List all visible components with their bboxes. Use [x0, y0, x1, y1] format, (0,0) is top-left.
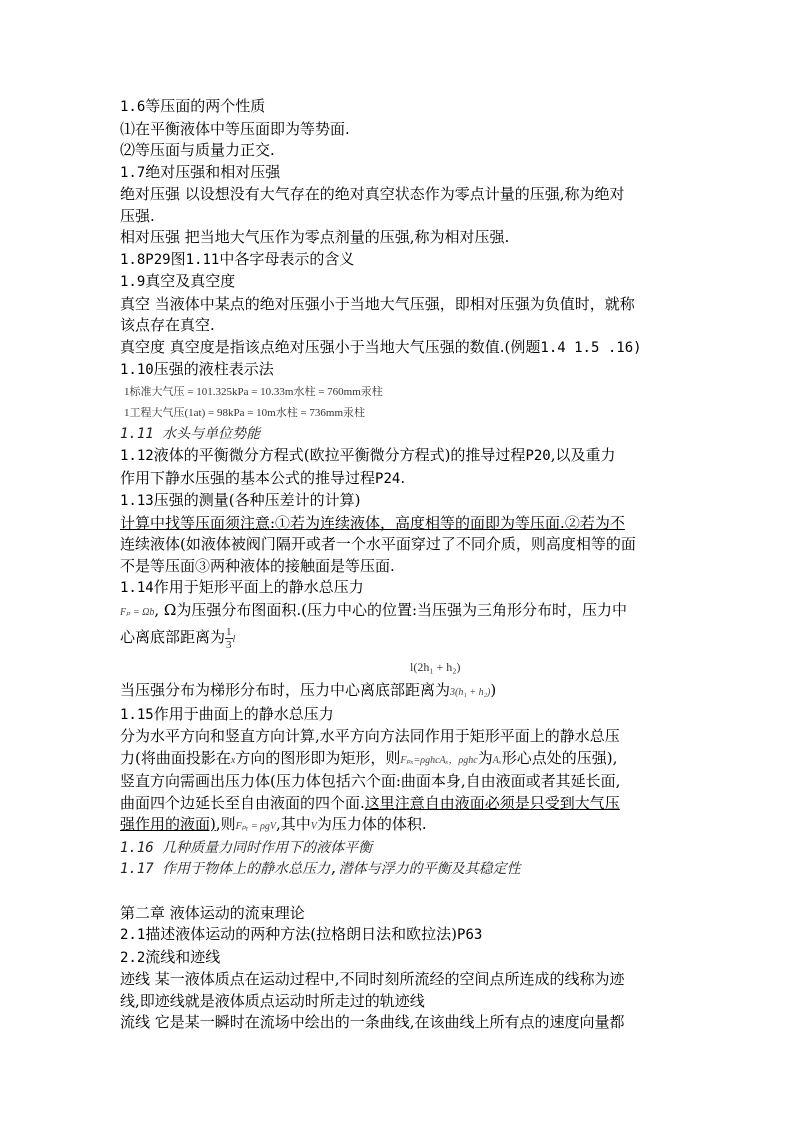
text-line: 力(将曲面投影在x方向的图形即为矩形，则Fₚₓ=ρghcAₓ，ρghc为Aₓ形心点处的压强),: [120, 748, 618, 767]
formula-standard-atm: 1标准大气压 = 101.325kPa = 10.33m水柱 = 760mm汞柱: [124, 385, 383, 398]
text-line: 当压强分布为梯形分布时，压力中心离底部距离为3(h₁ + h₂)): [120, 681, 497, 699]
heading-1-12: 1.12液体的平衡微分方程式(欧拉平衡微分方程式)的推导过程P20,以及重力: [120, 446, 616, 464]
text-line: 计算中找等压面须注意:①若为连续液体，高度相等的面即为等压面.②若为不: [120, 513, 625, 532]
text-line: 连续液体(如液体被阀门隔开或者一个水平面穿过了不同介质，则高度相等的面: [120, 535, 636, 553]
heading-1-9: 1.9真空及真空度: [120, 272, 236, 290]
heading-2-1: 2.1描述液体运动的两种方法(拉格朗日法和欧拉法)P63: [120, 925, 483, 943]
heading-1-7: 1.7绝对压强和相对压强: [120, 162, 281, 181]
heading-1-11: 1.11 水头与单位势能: [120, 425, 261, 442]
heading-1-6: 1.6等压面的两个性质: [120, 97, 266, 115]
text-line: 竖直方向需画出压力体(压力体包括六个面:曲面本身,自由液面或者其延长面,: [120, 772, 621, 790]
formula-engineering-atm: 1工程大气压(1at) = 98kPa = 10m水柱 = 736mm汞柱: [124, 406, 366, 419]
fraction-one-third: $\frac{1}{3}$: [226, 625, 232, 651]
formula-numerator: l(2h₁ + h₂): [410, 660, 461, 674]
formula-denominator: 3(h₁ + h₂): [450, 687, 491, 698]
heading-1-8: 1.8P29图1.11中各字母表示的含义: [120, 249, 355, 268]
text-line: 流线 它是某一瞬时在流场中绘出的一条曲线,在该曲线上所有点的速度向量都: [120, 1013, 625, 1031]
chapter-2-title: 第二章 液体运动的流束理论: [120, 903, 305, 922]
text-line: 强作用的液面),则Fₚᵧ = ρgV,其中V为压力体的体积.: [120, 815, 427, 833]
inline-formula: Fₚ = Ωb: [120, 606, 155, 618]
heading-1-13: 1.13压强的测量(各种压差计的计算): [120, 491, 361, 509]
spacer: [120, 881, 680, 903]
inline-formula: Fₚᵧ = ρgV: [235, 821, 276, 832]
text-line: 作用下静水压强的基本公式的推导过程P24.: [120, 468, 406, 487]
text-line: 该点存在真空.: [120, 316, 215, 334]
text-line: 分为水平方向和竖直方向计算,水平方向方法同作用于矩形平面上的静水总压: [120, 727, 620, 745]
text-line: 真空 当液体中某点的绝对压强小于当地大气压强，即相对压强为负值时，就称: [120, 294, 635, 313]
text-line: 不是等压面③两种液体的接触面是等压面.: [120, 556, 395, 575]
heading-1-16: 1.16 几种质量力同时作用下的液体平衡: [120, 839, 373, 856]
text-line: 绝对压强 以设想没有大气存在的绝对真空状态作为零点计量的压强,称为绝对: [120, 185, 625, 203]
text-line: 线,即迹线就是液体质点运动时所走过的轨迹线: [120, 991, 425, 1010]
heading-2-2: 2.2流线和迹线: [120, 947, 221, 966]
text-line: Fₚ = Ωb, Ω为压强分布图面积.(压力中心的位置:当压强为三角形分布时，压力中: [120, 600, 628, 619]
text-line: 真空度 真空度是指该点绝对压强小于当地大气压强的数值.(例题1.4 1.5 .16): [120, 337, 642, 356]
text-line: ⑵等压面与质量力正交.: [120, 141, 275, 159]
text-line: ⑴在平衡液体中等压面即为等势面.: [120, 119, 350, 138]
text-line: 心离底部距离为 $\frac{1}{3}$ l: [120, 625, 236, 651]
heading-1-10: 1.10压强的液柱表示法: [120, 360, 274, 378]
text-line: 压强.: [120, 206, 155, 225]
document-page: [120, 96, 680, 1034]
text-line: 迹线 某一液体质点在运动过程中,不同时刻所流经的空间点所连成的线称为迹: [120, 970, 625, 988]
heading-1-14: 1.14作用于矩形平面上的静水总压力: [120, 578, 364, 596]
inline-formula: Fₚₓ=ρghcAₓ，ρghc: [400, 754, 478, 766]
text-line: 相对压强 把当地大气压作为零点剂量的压强,称为相对压强.: [120, 228, 510, 246]
text-line: 曲面四个边延长至自由液面的四个面.这里注意自由液面必须是只受到大气压: [120, 793, 620, 812]
heading-1-15: 1.15作用于曲面上的静水总压力: [120, 704, 334, 723]
heading-1-17: 1.17 作用于物体上的静水总压力,潜体与浮力的平衡及其稳定性: [120, 861, 521, 877]
